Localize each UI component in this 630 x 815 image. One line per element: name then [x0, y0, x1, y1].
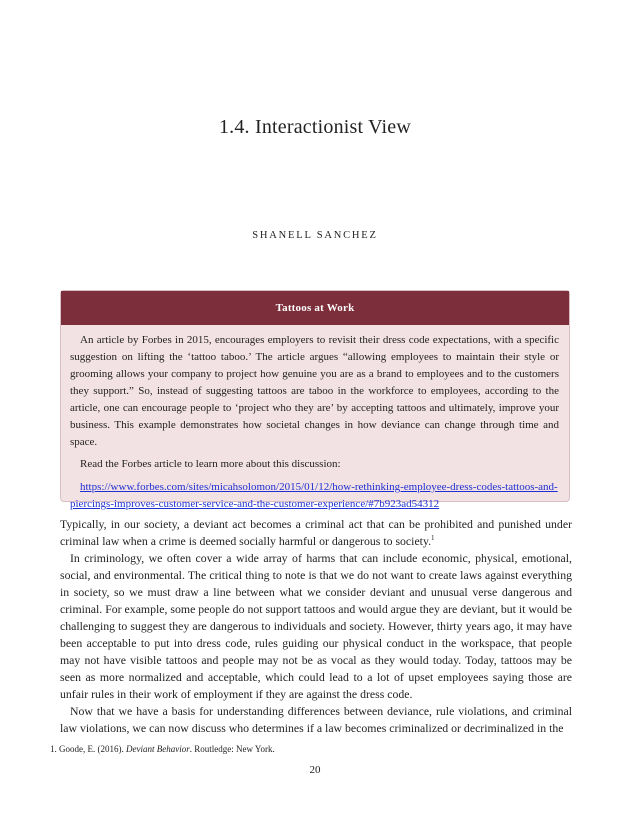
footnote: [50, 744, 275, 754]
body-paragraph-text: Typically, in our society, a deviant act becomes a criminal act that can be prohibited and punished under criminal law when a crime is deemed socially harmful or dangerous to society.: [60, 517, 572, 548]
textbox-link-paragraph: [70, 479, 559, 513]
footnote-number: 1.: [50, 744, 57, 754]
footnote-text: Goode, E. (2016).: [59, 744, 124, 754]
textbox-paragraph: Read the Forbes article to learn more about this discussion:: [80, 458, 341, 470]
textbox-tattoos-at-work: [60, 290, 570, 510]
textbox-body: [61, 325, 569, 513]
footnote-publisher: . Routledge: New York.: [189, 744, 275, 754]
body-paragraph: [60, 516, 572, 550]
author-name: SHANELL SANCHEZ: [252, 230, 378, 241]
page-number: 20: [309, 764, 321, 776]
body-text: [60, 516, 572, 737]
page-title: 1.4. Interactionist View: [218, 116, 412, 138]
textbox-heading: Tattoos at Work: [61, 291, 569, 325]
body-paragraph: In criminology, we often cover a wide array of harms that can include economic, physical, emotional, social, and environmental. The critical thing to note is that we do not want to create laws against everything in society, so we must draw a line between what we consider deviant and unusual verse dangerous and criminal. For example, some people do not support tattoos and would argue they are deviant, but it would be challenging to suggest they are dangerous to individuals and society. However, thirty years ago, it may have been acceptable to put into dress code, rules guiding our physical conduct in the workspace, that people may not have visible tattoos and people may not be as vocal as they would today. Today, tattoos may be seen as more normalized and acceptable, which could lead to a lot of upset employees saying those are unfair rules in their work of employment if they are against the dress code.: [60, 551, 572, 701]
textbox-paragraph: An article by Forbes in 2015, encourages employers to revisit their dress code expectations, with a specific suggestion on lifting the ‘tattoo taboo.’ The article argues “allowing employees to maintain their style or grooming allows your company to project how genuine you are as a brand to employees and to the customers they support.” So, instead of suggesting tattoos are taboo in the workforce to employees, according to the article, one can encourage people to ‘project who they are’ by accepting tattoos and ultimately, improve your business. This example demonstrates how societal changes in how deviance can change through time and space.: [70, 334, 559, 448]
body-paragraph: Now that we have a basis for understanding differences between deviance, rule violations, and criminal law violations, we can now discuss who determines if a law becomes criminalized or decriminalized in the: [60, 704, 572, 735]
forbes-article-link[interactable]: https://www.forbes.com/sites/micahsolomon/2015/01/12/how-rethinking-employee-dress-codes-tattoos-and-piercings-improves-customer-service-and-the-customer-experience/#7b923ad54312: [70, 481, 558, 510]
footnote-reference[interactable]: 1: [431, 534, 435, 543]
footnote-book-title: Deviant Behavior: [126, 744, 190, 754]
